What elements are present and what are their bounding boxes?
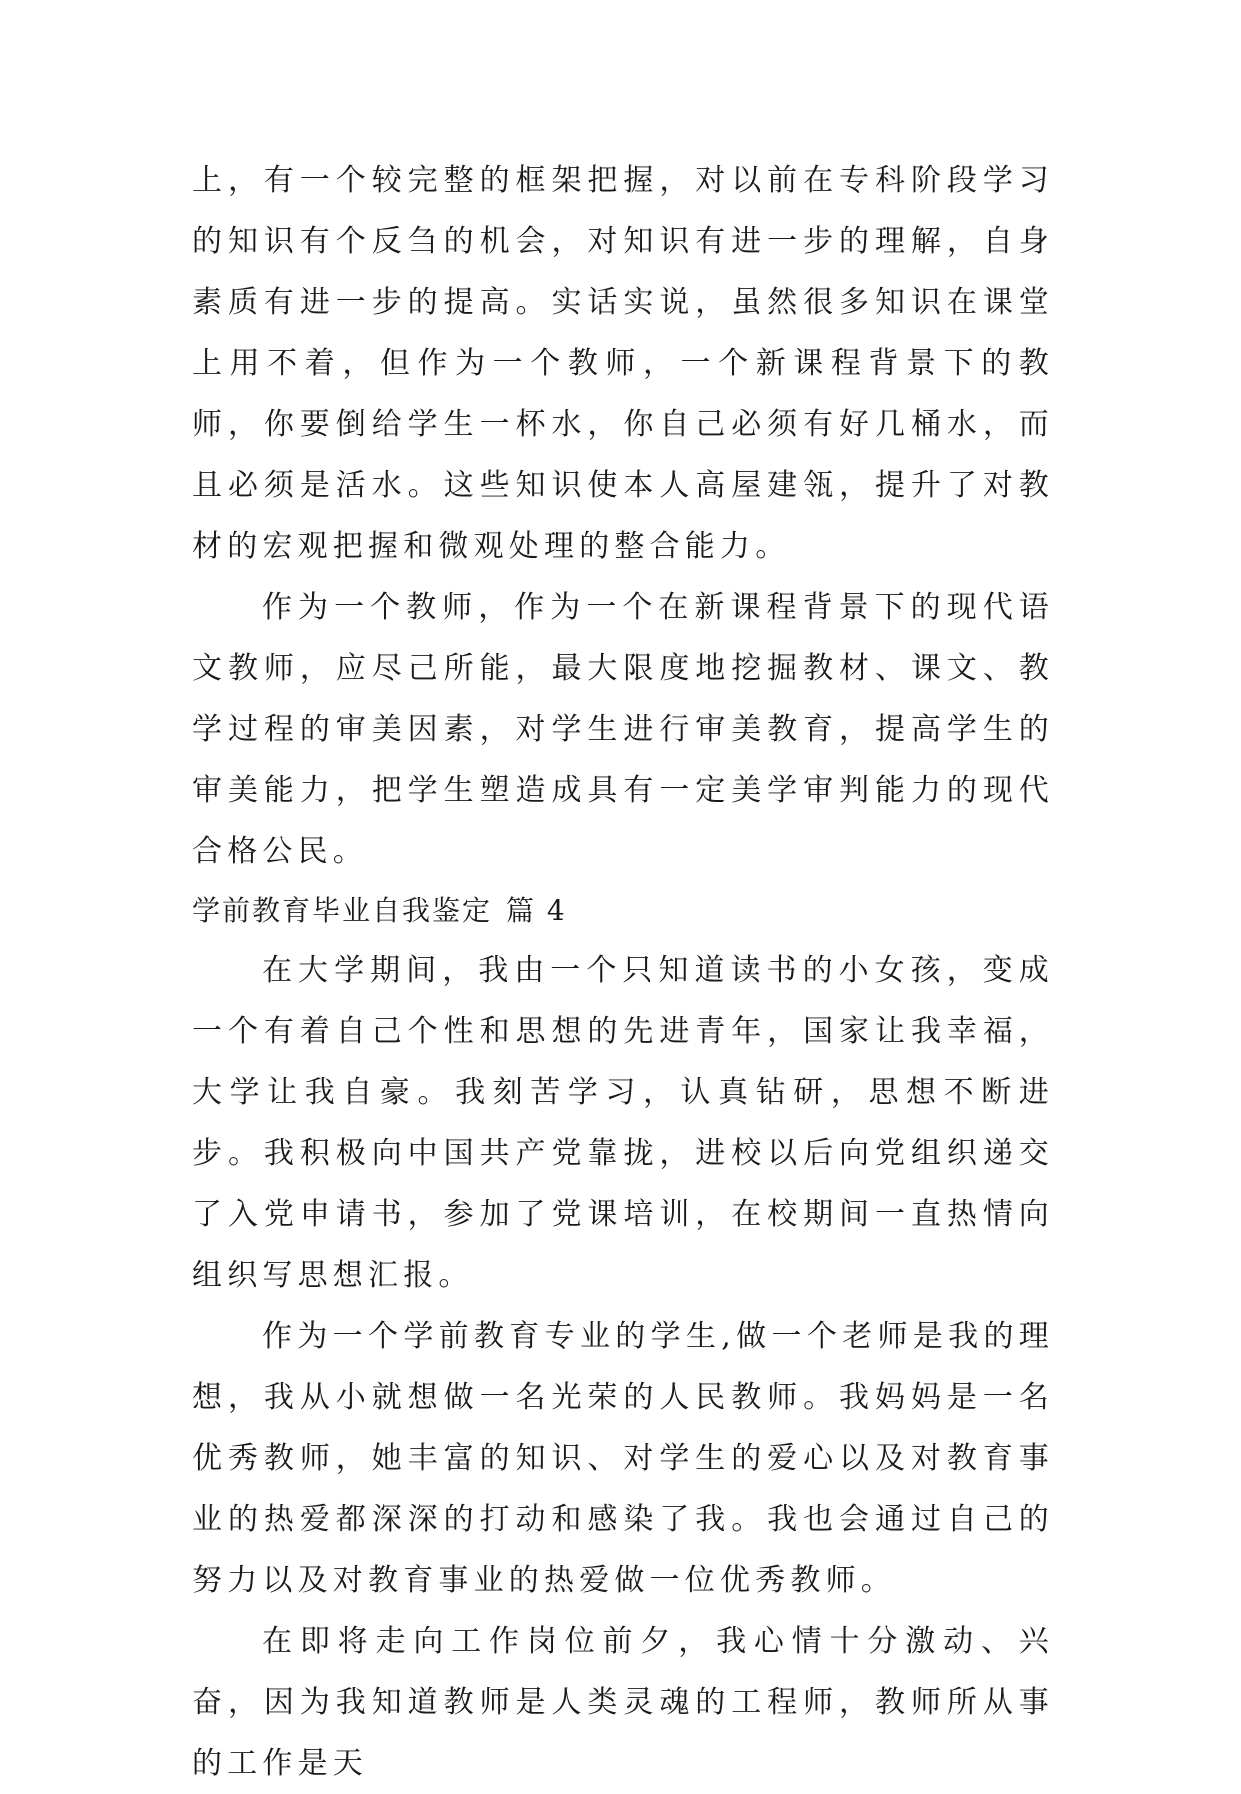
- paragraph-aesthetic-education: 作为一个教师，作为一个在新课程背景下的现代语文教师，应尽己所能，最大限度地挖掘教材、课文、教学过程的审美因素，对学生进行审美教育，提高学生的审美能力，把学生塑造成具有一定美学审判能力的现代合格公民。: [192, 590, 1054, 869]
- paragraph-continuation: 上，有一个较完整的框架把握，对以前在专科阶段学习的知识有个反刍的机会，对知识有进一步的理解，自身素质有进一步的提高。实话实说，虽然很多知识在课堂上用不着，但作为一个教师，一个新课程背景下的教师，你要倒给学生一杯水，你自己必须有好几桶水，而且必须是活水。这些知识使本人高屋建瓴，提升了对教材的宏观把握和微观处理的整合能力。: [192, 163, 1054, 564]
- section-heading-title: 学前教育毕业自我鉴定: [192, 894, 493, 927]
- paragraph-teacher-ideal: 作为一个学前教育专业的学生,做一个老师是我的理想，我从小就想做一名光荣的人民教师。我妈妈是一名优秀教师，她丰富的知识、对学生的爱心以及对教育事业的热爱都深深的打动和感染了我。我也会通过自己的努力以及对教育事业的热爱做一位优秀教师。: [192, 1319, 1054, 1598]
- document-body: [192, 150, 1054, 1794]
- paragraph-career-start: 在即将走向工作岗位前夕，我心情十分激动、兴奋，因为我知道教师是人类灵魂的工程师，教师所从事的工作是天: [192, 1624, 1054, 1781]
- section-heading: [192, 882, 1054, 940]
- paragraph-university-growth: 在大学期间，我由一个只知道读书的小女孩，变成一个有着自己个性和思想的先进青年，国家让我幸福，大学让我自豪。我刻苦学习，认真钻研，思想不断进步。我积极向中国共产党靠拢，进校以后向党组织递交了入党申请书，参加了党课培训，在校期间一直热情向组织写思想汇报。: [192, 953, 1054, 1293]
- section-heading-number: 篇 4: [506, 894, 567, 927]
